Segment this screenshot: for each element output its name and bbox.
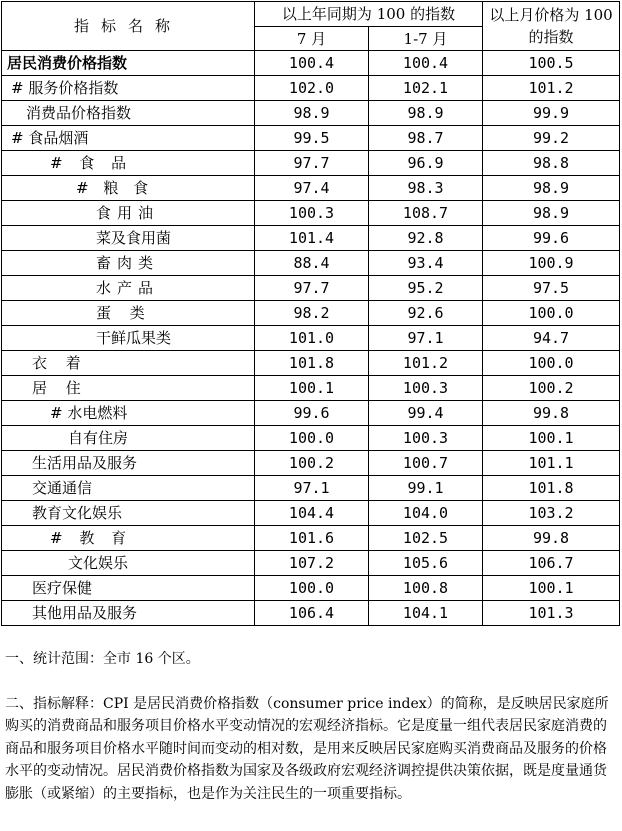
cell-mom: 101.1: [483, 451, 620, 476]
row-label: 蛋 类: [2, 301, 255, 326]
cell-mom: 100.0: [483, 351, 620, 376]
cell-july: 100.1: [255, 376, 369, 401]
cell-mom: 100.0: [483, 301, 620, 326]
cell-jan-july: 98.3: [369, 176, 483, 201]
cell-july: 97.4: [255, 176, 369, 201]
cell-jan-july: 98.7: [369, 126, 483, 151]
cell-jan-july: 97.1: [369, 326, 483, 351]
table-row: [2, 401, 620, 426]
cell-july: 100.0: [255, 576, 369, 601]
row-label: 文化娱乐: [2, 551, 255, 576]
cell-jan-july: 100.7: [369, 451, 483, 476]
cell-jan-july: 96.9: [369, 151, 483, 176]
header-july: 7 月: [255, 27, 369, 51]
table-row: [2, 101, 620, 126]
cell-july: 102.0: [255, 76, 369, 101]
cell-mom: 100.9: [483, 251, 620, 276]
cell-jan-july: 99.1: [369, 476, 483, 501]
table-row: [2, 176, 620, 201]
cell-mom: 100.1: [483, 426, 620, 451]
row-label: 教育文化娱乐: [2, 501, 255, 526]
row-label: 食用油: [2, 201, 255, 226]
cell-jan-july: 102.5: [369, 526, 483, 551]
cell-jan-july: 104.1: [369, 601, 483, 626]
cell-mom: 101.8: [483, 476, 620, 501]
row-label: # 食品烟酒: [2, 126, 255, 151]
cell-mom: 99.8: [483, 526, 620, 551]
table-row: [2, 601, 620, 626]
table-row: [2, 301, 620, 326]
table-row: [2, 201, 620, 226]
row-label: 医疗保健: [2, 576, 255, 601]
notes-section: [5, 648, 617, 805]
table-row: [2, 501, 620, 526]
row-label: # 粮 食: [2, 176, 255, 201]
table-row: [2, 276, 620, 301]
cell-jan-july: 92.6: [369, 301, 483, 326]
cell-july: 107.2: [255, 551, 369, 576]
table-row: [2, 476, 620, 501]
cell-july: 104.4: [255, 501, 369, 526]
cell-mom: 100.5: [483, 51, 620, 76]
cell-jan-july: 101.2: [369, 351, 483, 376]
cell-jan-july: 93.4: [369, 251, 483, 276]
cell-july: 99.6: [255, 401, 369, 426]
header-indicator-name: 指标名称: [2, 2, 255, 51]
table-row: [2, 51, 620, 76]
cell-july: 97.1: [255, 476, 369, 501]
cell-july: 100.3: [255, 201, 369, 226]
cell-jan-july: 104.0: [369, 501, 483, 526]
cell-july: 101.6: [255, 526, 369, 551]
table-row: [2, 226, 620, 251]
row-label: 居 住: [2, 376, 255, 401]
cell-july: 101.8: [255, 351, 369, 376]
row-label: 生活用品及服务: [2, 451, 255, 476]
cell-mom: 99.6: [483, 226, 620, 251]
cell-july: 97.7: [255, 276, 369, 301]
row-label: 畜肉类: [2, 251, 255, 276]
row-label: 菜及食用菌: [2, 226, 255, 251]
row-label: # 食 品: [2, 151, 255, 176]
cell-mom: 99.9: [483, 101, 620, 126]
table-row: [2, 551, 620, 576]
note-scope: 一、统计范围：全市 16 个区。: [5, 651, 200, 667]
cell-jan-july: 100.3: [369, 426, 483, 451]
cell-july: 100.4: [255, 51, 369, 76]
cpi-table: [1, 1, 620, 626]
row-label: 交通通信: [2, 476, 255, 501]
row-label: 居民消费价格指数: [2, 51, 255, 76]
table-row: [2, 326, 620, 351]
cell-mom: 97.5: [483, 276, 620, 301]
table-row: [2, 76, 620, 101]
table-row: [2, 526, 620, 551]
header-mom-index: 以上月价格为 100 的指数: [483, 2, 620, 51]
cell-mom: 99.8: [483, 401, 620, 426]
cell-jan-july: 98.9: [369, 101, 483, 126]
cell-july: 100.2: [255, 451, 369, 476]
cell-mom: 94.7: [483, 326, 620, 351]
cell-mom: 100.1: [483, 576, 620, 601]
cell-july: 100.0: [255, 426, 369, 451]
cell-jan-july: 92.8: [369, 226, 483, 251]
cell-mom: 98.9: [483, 201, 620, 226]
cell-jan-july: 108.7: [369, 201, 483, 226]
cell-july: 101.0: [255, 326, 369, 351]
table-row: [2, 126, 620, 151]
row-label: # 水电燃料: [2, 401, 255, 426]
cell-mom: 101.3: [483, 601, 620, 626]
table-row: [2, 151, 620, 176]
cell-jan-july: 100.8: [369, 576, 483, 601]
cell-jan-july: 100.4: [369, 51, 483, 76]
table-row: [2, 426, 620, 451]
row-label: 水产品: [2, 276, 255, 301]
cell-mom: 106.7: [483, 551, 620, 576]
cell-jan-july: 95.2: [369, 276, 483, 301]
cell-jan-july: 99.4: [369, 401, 483, 426]
row-label: 消费品价格指数: [2, 101, 255, 126]
table-row: [2, 351, 620, 376]
cell-july: 97.7: [255, 151, 369, 176]
table-row: [2, 376, 620, 401]
cell-july: 98.9: [255, 101, 369, 126]
row-label: 干鲜瓜果类: [2, 326, 255, 351]
cell-july: 106.4: [255, 601, 369, 626]
row-label: # 服务价格指数: [2, 76, 255, 101]
row-label: 自有住房: [2, 426, 255, 451]
table-row: [2, 251, 620, 276]
cell-jan-july: 102.1: [369, 76, 483, 101]
cell-mom: 98.9: [483, 176, 620, 201]
cell-mom: 100.2: [483, 376, 620, 401]
cell-july: 101.4: [255, 226, 369, 251]
cell-july: 88.4: [255, 251, 369, 276]
cell-mom: 103.2: [483, 501, 620, 526]
table-row: [2, 576, 620, 601]
row-label: # 教 育: [2, 526, 255, 551]
table-row: [2, 451, 620, 476]
row-label: 其他用品及服务: [2, 601, 255, 626]
cell-jan-july: 105.6: [369, 551, 483, 576]
cell-mom: 98.8: [483, 151, 620, 176]
cell-jan-july: 100.3: [369, 376, 483, 401]
cell-mom: 101.2: [483, 76, 620, 101]
header-yoy-index: 以上年同期为 100 的指数: [255, 2, 483, 27]
note-definition: 二、指标解释：CPI 是居民消费价格指数（consumer price index）的简称，是反映居民家庭所购买的消费商品和服务项目价格水平变动情况的宏观经济指标。它是度量一组代表居民家庭消费的商品和服务项目价格水平随时间而变动的相对数，是用来反映居民家庭购买消费商品及服务的价格水平的变动情况。居民消费价格指数为国家及各级政府宏观经济调控提供决策依据，既是度量通货膨胀（或紧缩）的主要指标，也是作为关注民生的一项重要指标。: [5, 695, 609, 802]
cell-mom: 99.2: [483, 126, 620, 151]
row-label: 衣 着: [2, 351, 255, 376]
cell-july: 98.2: [255, 301, 369, 326]
cell-july: 99.5: [255, 126, 369, 151]
header-jan-july: 1-7 月: [369, 27, 483, 51]
